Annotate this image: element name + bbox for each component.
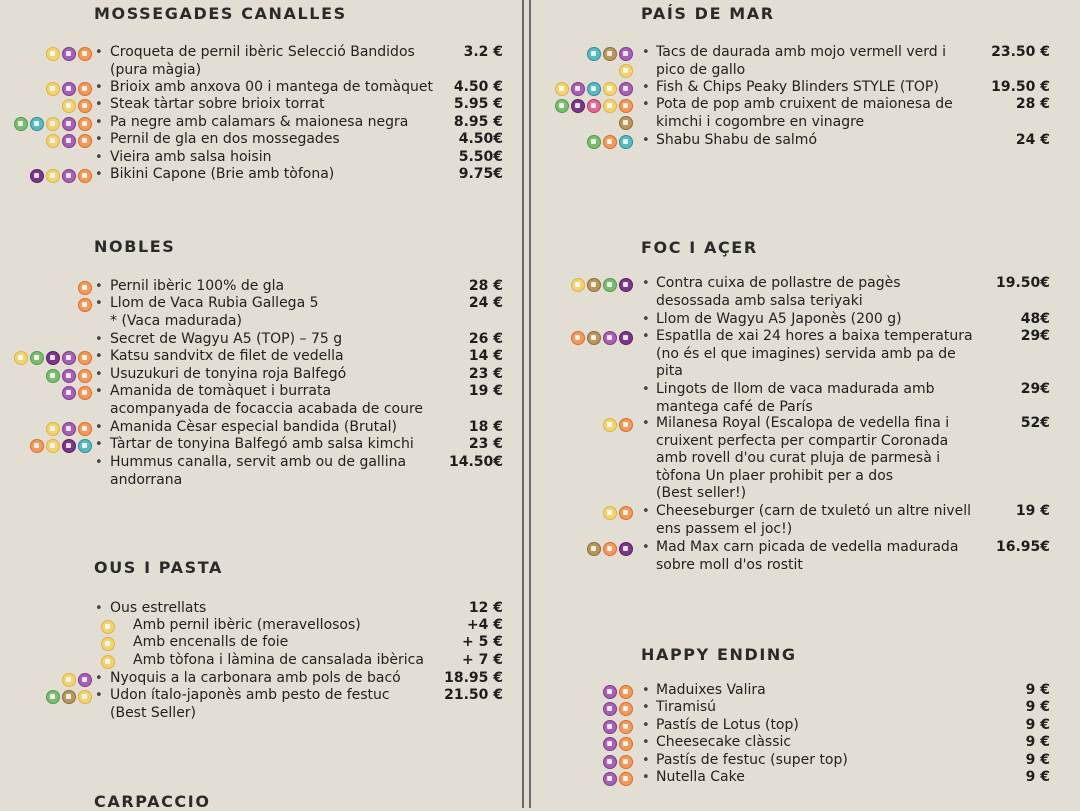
- diet-icons: [14, 351, 92, 365]
- menu-item-price: 24 €: [1015, 132, 1050, 148]
- diet-icons: [46, 422, 92, 436]
- bullet: •: [95, 367, 103, 382]
- allergen-icon: [619, 702, 633, 716]
- menu-item-price: 23 €: [468, 366, 503, 382]
- bullet: •: [95, 349, 103, 364]
- allergen-icon: [603, 418, 617, 432]
- menu-item: [0, 278, 520, 295]
- allergen-icon: [603, 737, 617, 751]
- diet-icons: [555, 82, 633, 96]
- diet-icons: [78, 281, 92, 295]
- bullet: •: [642, 276, 650, 291]
- menu-item-description: Udon ítalo-japonès amb pesto de festuc (Best Seller): [110, 687, 390, 721]
- menu-item-description: Pernil ibèric 100% de gla: [110, 278, 285, 294]
- menu-item-description: Steak tàrtar sobre brioix torrat: [110, 96, 325, 112]
- menu-item-description: Amb pernil ibèric (meravellosos): [133, 617, 361, 633]
- menu-item: [540, 96, 1080, 130]
- diet-icons: [46, 82, 92, 96]
- menu-item-description: Bikini Capone (Brie amb tòfona): [110, 166, 335, 182]
- allergen-icon: [603, 82, 617, 96]
- bullet: •: [95, 671, 103, 686]
- allergen-icon: [587, 542, 601, 556]
- bullet: •: [95, 384, 103, 399]
- diet-icons: [587, 47, 633, 61]
- column-divider: [529, 0, 531, 808]
- diet-icons: [603, 720, 633, 734]
- menu-item-description: Fish & Chips Peaky Blinders STYLE (TOP): [656, 79, 939, 95]
- menu-item: [0, 687, 520, 721]
- section-title: OUS I PASTA: [94, 558, 224, 577]
- allergen-icon: [62, 439, 76, 453]
- diet-icons: [619, 64, 633, 78]
- diet-icons: [30, 169, 92, 183]
- menu-item-description: Katsu sandvitx de filet de vedella: [110, 348, 344, 364]
- bullet: •: [642, 753, 650, 768]
- allergen-icon: [619, 755, 633, 769]
- menu-item-description: Hummus canalla, servit amb ou de gallina andorrana: [110, 454, 407, 488]
- menu-item-price: 9 €: [1025, 699, 1050, 715]
- menu-item-description: Pa negre amb calamars & maionesa negra: [110, 114, 409, 130]
- allergen-icon: [62, 134, 76, 148]
- menu-item: [540, 503, 1080, 537]
- allergen-icon: [46, 117, 60, 131]
- allergen-icon: [587, 99, 601, 113]
- allergen-icon: [555, 82, 569, 96]
- menu-item-description: Shabu Shabu de salmó: [656, 132, 818, 148]
- diet-icons: [587, 135, 633, 149]
- diet-icons: [603, 702, 633, 716]
- allergen-icon: [101, 655, 115, 669]
- bullet: •: [95, 132, 103, 147]
- allergen-icon: [603, 755, 617, 769]
- menu-item-description: Espatlla de xai 24 hores a baixa temperatura (no és el que imagines) servida amb pa de pita: [656, 328, 973, 379]
- allergen-icon: [30, 439, 44, 453]
- diet-icons: [603, 772, 633, 786]
- bullet: •: [642, 504, 650, 519]
- diet-icons: [555, 99, 633, 113]
- menu-item-price: 14 €: [468, 348, 503, 364]
- menu-item-price: 48€: [1020, 311, 1050, 327]
- menu-item-description: Nyoquis a la carbonara amb pols de bacó: [110, 670, 401, 686]
- menu-item: [540, 717, 1080, 734]
- menu-item-description: Mad Max carn picada de vedella madurada sobre moll d'os rostit: [656, 539, 959, 573]
- menu-item-price: 4.50 €: [453, 79, 503, 95]
- allergen-icon: [46, 47, 60, 61]
- menu-item: [0, 114, 520, 131]
- allergen-icon: [78, 82, 92, 96]
- allergen-icon: [78, 298, 92, 312]
- section-title: NOBLES: [94, 237, 176, 256]
- allergen-icon: [619, 64, 633, 78]
- menu-item-price: 12 €: [468, 600, 503, 616]
- menu-item-price: 9 €: [1025, 734, 1050, 750]
- allergen-icon: [619, 720, 633, 734]
- diet-icons: [30, 439, 92, 453]
- allergen-icon: [62, 117, 76, 131]
- menu-item-price: 29€: [1020, 328, 1050, 344]
- bullet: •: [642, 683, 650, 698]
- allergen-icon: [587, 47, 601, 61]
- menu-item-price: 16.95€: [995, 539, 1050, 555]
- diet-icons: [46, 369, 92, 383]
- menu-item: [0, 634, 520, 651]
- bullet: •: [642, 45, 650, 60]
- allergen-icon: [603, 720, 617, 734]
- menu-item-price: 9 €: [1025, 752, 1050, 768]
- diet-icons: [46, 690, 92, 704]
- allergen-icon: [587, 331, 601, 345]
- allergen-icon: [46, 351, 60, 365]
- menu-item-description: Cheeseburger (carn de txuletó un altre nivell ens passem el joc!): [656, 503, 972, 537]
- allergen-icon: [603, 331, 617, 345]
- menu-item-description: Pernil de gla en dos mossegades: [110, 131, 340, 147]
- right-column: [540, 0, 1080, 808]
- allergen-icon: [603, 47, 617, 61]
- allergen-icon: [62, 673, 76, 687]
- menu-item-price: 52€: [1020, 415, 1050, 431]
- diet-icons: [14, 117, 92, 131]
- section-title: HAPPY ENDING: [641, 645, 797, 664]
- menu-item: [0, 331, 520, 348]
- allergen-icon: [78, 369, 92, 383]
- allergen-icon: [619, 135, 633, 149]
- menu-item-price: 28 €: [1015, 96, 1050, 112]
- menu-item: [0, 348, 520, 365]
- allergen-icon: [619, 506, 633, 520]
- allergen-icon: [619, 542, 633, 556]
- allergen-icon: [587, 135, 601, 149]
- allergen-icon: [78, 351, 92, 365]
- menu-item-description: Amanida Cèsar especial bandida (Brutal): [110, 419, 397, 435]
- menu-item-description: Lingots de llom de vaca madurada amb mantega café de París: [656, 381, 935, 415]
- allergen-icon: [46, 82, 60, 96]
- allergen-icon: [62, 369, 76, 383]
- bullet: •: [95, 296, 103, 311]
- menu-item-price: 5.50€: [458, 149, 503, 165]
- menu-item-description: Pastís de festuc (super top): [656, 752, 848, 768]
- diet-icons: [101, 620, 115, 634]
- allergen-icon: [571, 99, 585, 113]
- menu-item: [0, 670, 520, 687]
- allergen-icon: [78, 99, 92, 113]
- menu-item-price: 18.95 €: [444, 670, 503, 686]
- allergen-icon: [62, 82, 76, 96]
- bullet: •: [642, 735, 650, 750]
- allergen-icon: [571, 82, 585, 96]
- bullet: •: [642, 97, 650, 112]
- bullet: •: [642, 700, 650, 715]
- allergen-icon: [46, 422, 60, 436]
- menu-item-price: 19 €: [1015, 503, 1050, 519]
- menu-item: [540, 381, 1080, 415]
- diet-icons: [587, 542, 633, 556]
- allergen-icon: [603, 542, 617, 556]
- bullet: •: [642, 80, 650, 95]
- menu-item-price: 19 €: [468, 383, 503, 399]
- menu-item-description: Croqueta de pernil ibèric Selecció Bandidos (pura màgia): [110, 44, 415, 78]
- menu-item: [540, 44, 1080, 78]
- menu-item: [0, 96, 520, 113]
- allergen-icon: [619, 331, 633, 345]
- allergen-icon: [619, 685, 633, 699]
- bullet: •: [642, 329, 650, 344]
- menu-item-description: Usuzukuri de tonyina roja Balfegó: [110, 366, 347, 382]
- menu-item: [540, 328, 1080, 379]
- allergen-icon: [46, 369, 60, 383]
- menu-item: [0, 454, 520, 488]
- allergen-icon: [587, 82, 601, 96]
- menu-item-description: Secret de Wagyu A5 (TOP) – 75 g: [110, 331, 343, 347]
- allergen-icon: [101, 620, 115, 634]
- section-title: FOC I AÇER: [641, 238, 758, 257]
- allergen-icon: [619, 278, 633, 292]
- allergen-icon: [62, 351, 76, 365]
- menu-item: [540, 682, 1080, 699]
- bullet: •: [642, 718, 650, 733]
- allergen-icon: [603, 135, 617, 149]
- menu-item: [540, 752, 1080, 769]
- allergen-icon: [78, 439, 92, 453]
- bullet: •: [95, 167, 103, 182]
- menu-item-description: Tacs de daurada amb mojo vermell verd i pico de gallo: [656, 44, 946, 78]
- menu-item-price: +4 €: [466, 617, 503, 633]
- menu-item: [0, 383, 520, 417]
- allergen-icon: [78, 117, 92, 131]
- menu-item-description: Milanesa Royal (Escalopa de vedella fina i cruixent perfecta per compartir Coronada amb rovell d'ou curat pluja de parmesà i tòfona Un plaer prohibit per a dos (Best seller!): [656, 415, 950, 501]
- menu-item-price: + 5 €: [462, 634, 503, 650]
- allergen-icon: [619, 82, 633, 96]
- allergen-icon: [603, 506, 617, 520]
- diet-icons: [78, 298, 92, 312]
- bullet: •: [642, 133, 650, 148]
- allergen-icon: [555, 99, 569, 113]
- column-divider: [522, 0, 524, 808]
- bullet: •: [642, 382, 650, 397]
- menu-item-description: Pastís de Lotus (top): [656, 717, 799, 733]
- menu-item-price: 23 €: [468, 436, 503, 452]
- menu-item-price: 29€: [1020, 381, 1050, 397]
- menu-item: [0, 617, 520, 634]
- allergen-icon: [78, 673, 92, 687]
- bullet: •: [642, 540, 650, 555]
- diet-icons: [603, 418, 633, 432]
- menu-item: [0, 149, 520, 166]
- diet-icons: [603, 685, 633, 699]
- menu-item: [540, 415, 1080, 501]
- menu-item: [540, 311, 1080, 328]
- allergen-icon: [46, 690, 60, 704]
- menu-item-description: Llom de Wagyu A5 Japonès (200 g): [656, 311, 902, 327]
- allergen-icon: [62, 690, 76, 704]
- allergen-icon: [46, 134, 60, 148]
- menu-item-description: Tiramisú: [656, 699, 717, 715]
- menu-item: [0, 44, 520, 78]
- allergen-icon: [62, 386, 76, 400]
- menu-item-price: 19.50€: [995, 275, 1050, 291]
- bullet: •: [95, 80, 103, 95]
- menu-item-price: 24 €: [468, 295, 503, 311]
- bullet: •: [95, 437, 103, 452]
- bullet: •: [95, 688, 103, 703]
- bullet: •: [95, 279, 103, 294]
- allergen-icon: [587, 278, 601, 292]
- menu-item: [540, 699, 1080, 716]
- menu-item-description: Llom de Vaca Rubia Gallega 5 * (Vaca madurada): [110, 295, 319, 329]
- menu-item: [0, 131, 520, 148]
- allergen-icon: [619, 418, 633, 432]
- allergen-icon: [46, 169, 60, 183]
- bullet: •: [95, 455, 103, 470]
- allergen-icon: [619, 772, 633, 786]
- allergen-icon: [619, 47, 633, 61]
- menu-item-price: 9.75€: [458, 166, 503, 182]
- menu-item-description: Amb tòfona i làmina de cansalada ibèrica: [133, 652, 424, 668]
- menu-item-description: Amb encenalls de foie: [133, 634, 289, 650]
- allergen-icon: [603, 772, 617, 786]
- menu-item-price: 3.2 €: [463, 44, 503, 60]
- allergen-icon: [101, 637, 115, 651]
- left-column: [0, 0, 520, 811]
- bullet: •: [642, 770, 650, 785]
- section-title: CARPACCIO: [94, 792, 211, 811]
- allergen-icon: [78, 47, 92, 61]
- allergen-icon: [619, 737, 633, 751]
- allergen-icon: [30, 169, 44, 183]
- menu-item-description: Vieira amb salsa hoisin: [110, 149, 272, 165]
- diet-icons: [62, 386, 92, 400]
- bullet: •: [95, 420, 103, 435]
- allergen-icon: [78, 386, 92, 400]
- diet-icons: [101, 655, 115, 669]
- bullet: •: [95, 97, 103, 112]
- menu-item-description: Ous estrellats: [110, 600, 207, 616]
- menu-item: [0, 295, 520, 329]
- bullet: •: [95, 332, 103, 347]
- allergen-icon: [571, 278, 585, 292]
- allergen-icon: [603, 702, 617, 716]
- diet-icons: [603, 755, 633, 769]
- bullet: •: [642, 312, 650, 327]
- allergen-icon: [30, 117, 44, 131]
- menu-item: [540, 539, 1080, 573]
- menu-item: [540, 275, 1080, 309]
- diet-icons: [46, 134, 92, 148]
- allergen-icon: [14, 351, 28, 365]
- allergen-icon: [603, 278, 617, 292]
- allergen-icon: [78, 422, 92, 436]
- diet-icons: [46, 47, 92, 61]
- diet-icons: [571, 331, 633, 345]
- diet-icons: [101, 637, 115, 651]
- menu-item: [540, 132, 1080, 149]
- menu-item: [0, 652, 520, 669]
- menu-item: [540, 79, 1080, 96]
- bullet: •: [95, 150, 103, 165]
- menu-item-price: 14.50€: [448, 454, 503, 470]
- menu-item-price: 9 €: [1025, 682, 1050, 698]
- menu-item-price: 9 €: [1025, 769, 1050, 785]
- allergen-icon: [14, 117, 28, 131]
- allergen-icon: [619, 99, 633, 113]
- menu-item: [0, 600, 520, 617]
- menu-item-description: Cheesecake clàssic: [656, 734, 792, 750]
- bullet: •: [642, 416, 650, 431]
- menu-item-price: + 7 €: [462, 652, 503, 668]
- menu-item-price: 28 €: [468, 278, 503, 294]
- menu-item-price: 9 €: [1025, 717, 1050, 733]
- menu-item: [0, 366, 520, 383]
- menu-item-description: Nutella Cake: [656, 769, 745, 785]
- menu-item: [0, 436, 520, 453]
- menu-item: [540, 769, 1080, 786]
- allergen-icon: [62, 99, 76, 113]
- allergen-icon: [78, 134, 92, 148]
- allergen-icon: [78, 169, 92, 183]
- menu-item-price: 23.50 €: [991, 44, 1050, 60]
- bullet: •: [95, 115, 103, 130]
- allergen-icon: [30, 351, 44, 365]
- allergen-icon: [62, 47, 76, 61]
- menu-item: [540, 734, 1080, 751]
- section-title: MOSSEGADES CANALLES: [94, 4, 347, 23]
- diet-icons: [62, 99, 92, 113]
- diet-icons: [619, 116, 633, 130]
- diet-icons: [603, 506, 633, 520]
- bullet: •: [95, 601, 103, 616]
- allergen-icon: [46, 439, 60, 453]
- menu-item-description: Tàrtar de tonyina Balfegó amb salsa kimchi: [110, 436, 414, 452]
- allergen-icon: [78, 281, 92, 295]
- menu-item: [0, 166, 520, 183]
- menu-item-price: 21.50 €: [444, 687, 503, 703]
- menu-item-description: Brioix amb anxova 00 i mantega de tomàquet: [110, 79, 433, 95]
- allergen-icon: [571, 331, 585, 345]
- allergen-icon: [62, 169, 76, 183]
- menu-item-price: 8.95 €: [453, 114, 503, 130]
- menu-item: [0, 419, 520, 436]
- diet-icons: [603, 737, 633, 751]
- diet-icons: [571, 278, 633, 292]
- menu-item: [0, 79, 520, 96]
- menu-item-description: Contra cuixa de pollastre de pagès desossada amb salsa teriyaki: [656, 275, 901, 309]
- section-title: PAÍS DE MAR: [641, 4, 775, 23]
- menu-item-price: 26 €: [468, 331, 503, 347]
- menu-item-price: 19.50 €: [991, 79, 1050, 95]
- bullet: •: [95, 45, 103, 60]
- menu-item-price: 18 €: [468, 419, 503, 435]
- menu-item-description: Amanida de tomàquet i burrata acompanyada de focaccia acabada de coure: [110, 383, 424, 417]
- diet-icons: [62, 673, 92, 687]
- allergen-icon: [603, 685, 617, 699]
- allergen-icon: [62, 422, 76, 436]
- menu-item-description: Maduixes Valira: [656, 682, 766, 698]
- menu-item-description: Pota de pop amb cruixent de maionesa de kimchi i cogombre en vinagre: [656, 96, 953, 130]
- menu-item-price: 5.95 €: [453, 96, 503, 112]
- menu-item-price: 4.50€: [458, 131, 503, 147]
- allergen-icon: [78, 690, 92, 704]
- allergen-icon: [619, 116, 633, 130]
- allergen-icon: [603, 99, 617, 113]
